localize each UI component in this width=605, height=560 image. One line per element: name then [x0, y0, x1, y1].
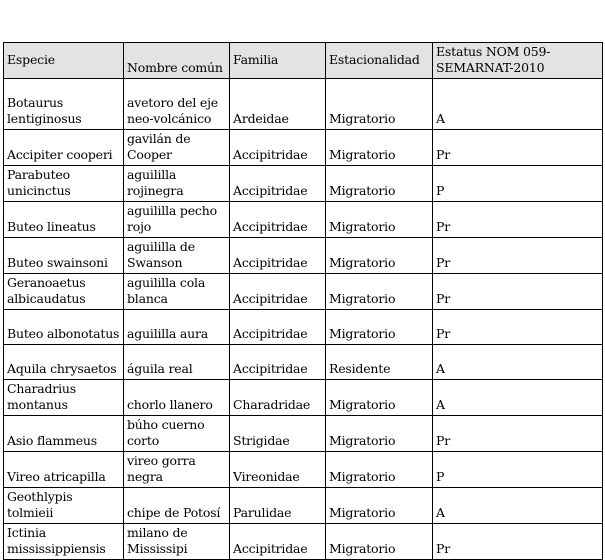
cell-estacionalidad: Migratorio	[326, 238, 433, 274]
header-nombre-comun: Nombre común	[124, 43, 230, 79]
cell-estatus: Pr	[433, 202, 603, 238]
cell-estacionalidad: Migratorio	[326, 202, 433, 238]
cell-nombre-comun: aguililla cola blanca	[124, 274, 230, 310]
species-table-container	[3, 42, 603, 560]
cell-familia: Accipitridae	[230, 524, 326, 560]
cell-estatus: Pr	[433, 310, 603, 345]
cell-estatus: Pr	[433, 274, 603, 310]
cell-especie: Geothlypis tolmieii	[4, 488, 124, 524]
table-row	[4, 488, 603, 524]
cell-especie: Accipiter cooperi	[4, 130, 124, 166]
cell-estacionalidad: Migratorio	[326, 380, 433, 416]
species-status-table	[3, 42, 603, 560]
cell-estacionalidad: Migratorio	[326, 130, 433, 166]
table-row	[4, 416, 603, 452]
table-row	[4, 524, 603, 560]
cell-nombre-comun: aguililla de Swanson	[124, 238, 230, 274]
cell-especie: Aquila chrysaetos	[4, 345, 124, 380]
cell-nombre-comun: aguililla aura	[124, 310, 230, 345]
cell-estatus: Pr	[433, 238, 603, 274]
cell-nombre-comun: chipe de Potosí	[124, 488, 230, 524]
cell-estatus: A	[433, 380, 603, 416]
cell-familia: Accipitridae	[230, 274, 326, 310]
header-especie: Especie	[4, 43, 124, 79]
table-row	[4, 380, 603, 416]
cell-estacionalidad: Residente	[326, 345, 433, 380]
cell-especie: Ictinia mississippiensis	[4, 524, 124, 560]
cell-nombre-comun: chorlo llanero	[124, 380, 230, 416]
cell-estacionalidad: Migratorio	[326, 452, 433, 488]
header-estatus-nom: Estatus NOM 059-SEMARNAT-2010	[433, 43, 603, 79]
cell-familia: Vireonidae	[230, 452, 326, 488]
cell-especie: Asio flammeus	[4, 416, 124, 452]
cell-estacionalidad: Migratorio	[326, 488, 433, 524]
cell-familia: Charadridae	[230, 380, 326, 416]
table-row	[4, 238, 603, 274]
cell-familia: Accipitridae	[230, 310, 326, 345]
cell-nombre-comun: avetoro del eje neo-volcánico	[124, 79, 230, 130]
cell-familia: Parulidae	[230, 488, 326, 524]
cell-familia: Accipitridae	[230, 345, 326, 380]
cell-nombre-comun: aguililla pecho rojo	[124, 202, 230, 238]
cell-estacionalidad: Migratorio	[326, 416, 433, 452]
cell-nombre-comun: milano de Mississipi	[124, 524, 230, 560]
header-familia: Familia	[230, 43, 326, 79]
table-row	[4, 452, 603, 488]
cell-estacionalidad: Migratorio	[326, 166, 433, 202]
cell-especie: Parabuteo unicinctus	[4, 166, 124, 202]
cell-estacionalidad: Migratorio	[326, 524, 433, 560]
cell-nombre-comun: gavilán de Cooper	[124, 130, 230, 166]
cell-estatus: A	[433, 345, 603, 380]
table-row	[4, 274, 603, 310]
cell-estatus: P	[433, 166, 603, 202]
cell-estatus: P	[433, 452, 603, 488]
cell-nombre-comun: vireo gorra negra	[124, 452, 230, 488]
cell-especie: Buteo lineatus	[4, 202, 124, 238]
cell-familia: Accipitridae	[230, 202, 326, 238]
cell-familia: Strigidae	[230, 416, 326, 452]
cell-estatus: Pr	[433, 416, 603, 452]
cell-familia: Ardeidae	[230, 79, 326, 130]
cell-estatus: A	[433, 488, 603, 524]
cell-estatus: A	[433, 79, 603, 130]
table-row	[4, 310, 603, 345]
cell-especie: Vireo atricapilla	[4, 452, 124, 488]
cell-nombre-comun: águila real	[124, 345, 230, 380]
table-row	[4, 345, 603, 380]
cell-estatus: Pr	[433, 130, 603, 166]
cell-familia: Accipitridae	[230, 166, 326, 202]
cell-especie: Buteo swainsoni	[4, 238, 124, 274]
table-row	[4, 166, 603, 202]
cell-especie: Buteo albonotatus	[4, 310, 124, 345]
table-header-row	[4, 43, 603, 79]
cell-especie: Geranoaetus albicaudatus	[4, 274, 124, 310]
cell-estacionalidad: Migratorio	[326, 274, 433, 310]
cell-especie: Botaurus lentiginosus	[4, 79, 124, 130]
table-row	[4, 79, 603, 130]
cell-familia: Accipitridae	[230, 238, 326, 274]
table-row	[4, 202, 603, 238]
cell-especie: Charadrius montanus	[4, 380, 124, 416]
cell-familia: Accipitridae	[230, 130, 326, 166]
table-row	[4, 130, 603, 166]
cell-nombre-comun: aguililla rojinegra	[124, 166, 230, 202]
header-estacionalidad: Estacionalidad	[326, 43, 433, 79]
cell-estatus: Pr	[433, 524, 603, 560]
cell-nombre-comun: búho cuerno corto	[124, 416, 230, 452]
cell-estacionalidad: Migratorio	[326, 79, 433, 130]
cell-estacionalidad: Migratorio	[326, 310, 433, 345]
